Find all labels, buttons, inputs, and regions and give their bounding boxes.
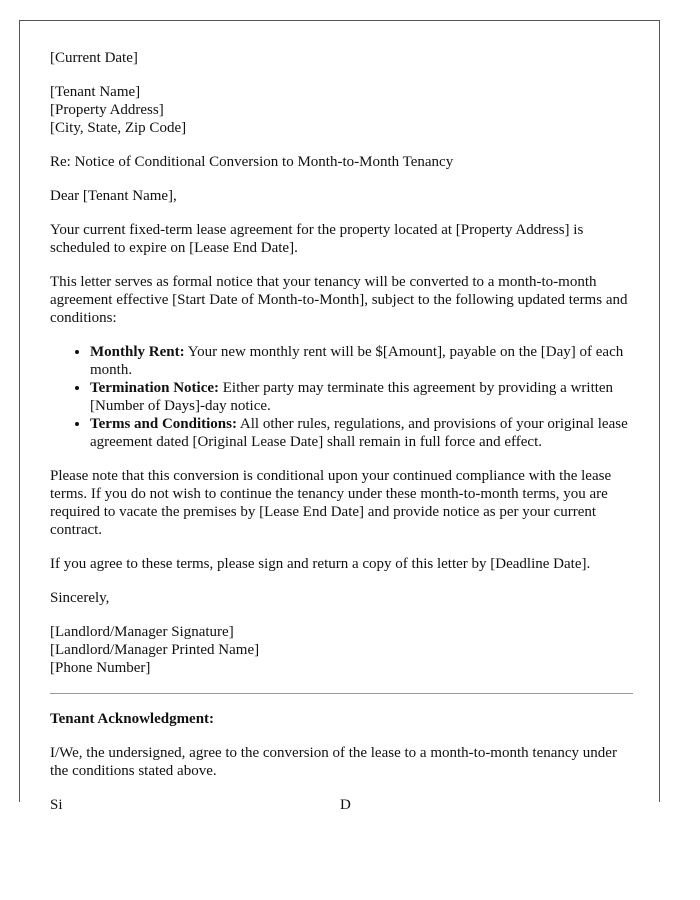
term-label: Monthly Rent: [90,344,185,360]
landlord-signature: [Landlord/Manager Signature] [50,624,234,640]
letter-content [50,49,633,814]
paragraph-conversion-notice: This letter serves as formal notice that your tenancy will be converted to a month-to-month agreement effective [Start Date of Month-to-Month], subject to the following updated terms and conditions: [50,274,628,326]
recipient-city: [City, State, Zip Code] [50,120,187,136]
landlord-printed-name: [Landlord/Manager Printed Name] [50,642,260,658]
section-divider [50,693,633,694]
term-text: All other rules, regulations, and provisions of your original lease agreement dated [Original Lease Date] shall remain in full force and effect. [90,416,628,450]
recipient-name: [Tenant Name] [50,84,141,100]
acknowledgment-heading: Tenant Acknowledgment: [50,711,215,727]
acknowledgment-signature-row [50,796,633,814]
term-label: Termination Notice: [90,380,220,396]
signature-block [50,623,633,677]
paragraph-return-instructions: If you agree to these terms, please sign and return a copy of this letter by [Deadline Date]. [50,556,591,572]
term-text: Your new monthly rent will be $[Amount], payable on the [Day] of each month. [90,344,624,378]
term-item-termination-notice [90,379,633,415]
tenant-signature-label: Si [50,797,63,813]
term-item-monthly-rent [90,343,633,379]
recipient-address [50,83,633,137]
term-label: Terms and Conditions: [90,416,237,432]
acknowledgment-statement: I/We, the undersigned, agree to the conversion of the lease to a month-to-month tenancy under the conditions stated above. [50,745,617,779]
term-item-terms-and-conditions [90,415,633,451]
letter-closing: Sincerely, [50,590,110,606]
paragraph-lease-expiry: Your current fixed-term lease agreement for the property located at [Property Address] is scheduled to expire on [Lease End Date]. [50,222,584,256]
letter-page [19,20,660,813]
letter-date: [Current Date] [50,50,138,66]
terms-list [50,343,633,451]
paragraph-conditional-note: Please note that this conversion is conditional upon your continued compliance with the lease terms. If you do not wish to continue the tenancy under these month-to-month terms, you are required to vacate the premises by [Lease End Date] and provide notice as per your current contract. [50,468,612,538]
letter-salutation: Dear [Tenant Name], [50,188,177,204]
tenant-date-label: D [340,797,351,813]
term-text: Either party may terminate this agreement by providing a written [Number of Days]-day notice. [90,380,614,414]
landlord-phone: [Phone Number] [50,660,151,676]
letter-subject: Re: Notice of Conditional Conversion to Month-to-Month Tenancy [50,154,454,170]
recipient-street: [Property Address] [50,102,164,118]
